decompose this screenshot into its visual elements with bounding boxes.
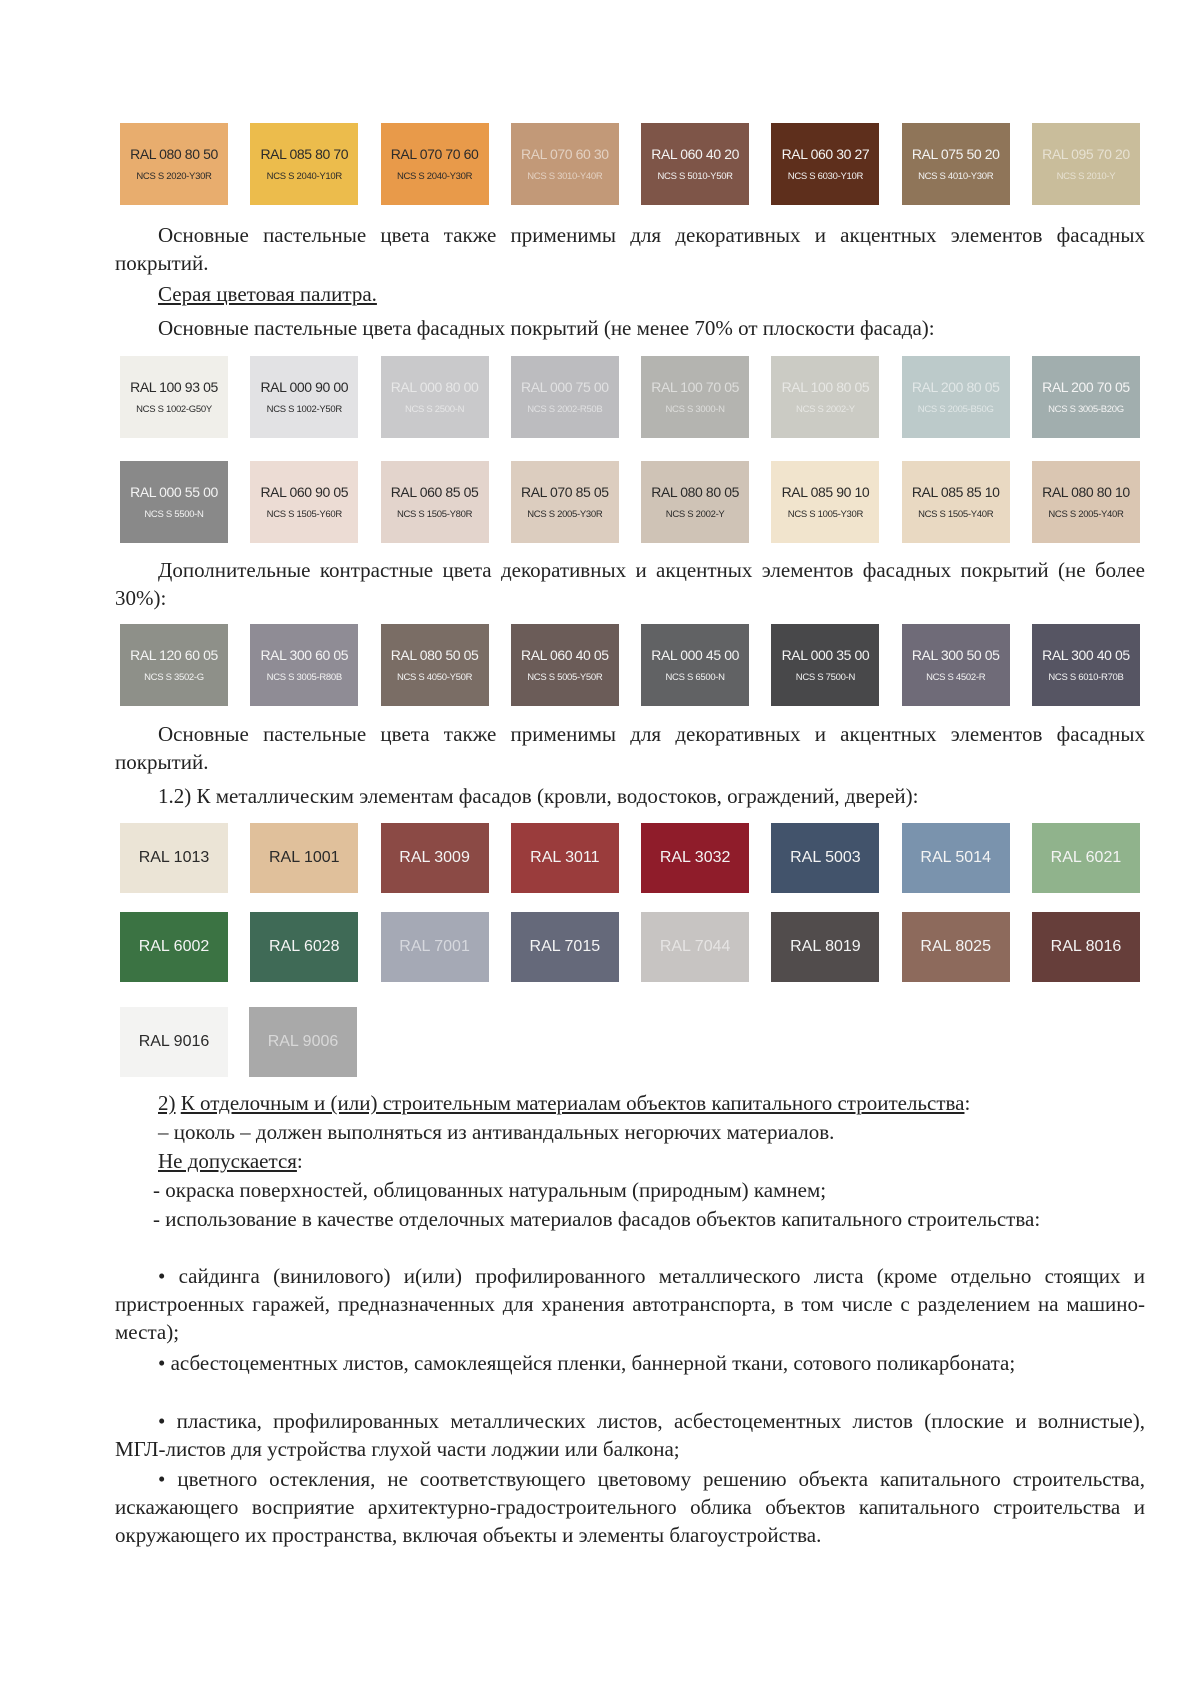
color-swatch <box>511 123 619 205</box>
prohibited-item-2: - использование в качестве отделочных материалов фасадов объектов капитального строительства: <box>153 1207 1041 1231</box>
swatch-ral-code: RAL 7044 <box>659 938 731 955</box>
color-swatch <box>250 624 358 706</box>
swatch-ncs-code: NCS S 2020-Y30R <box>136 171 212 182</box>
swatch-ncs-code: NCS S 3000-N <box>665 404 725 415</box>
swatch-ral-code: RAL 070 60 30 <box>521 146 609 162</box>
swatch-ncs-code: NCS S 2040-Y10R <box>266 171 342 182</box>
swatch-ncs-code: NCS S 3502-G <box>144 672 204 683</box>
swatch-ral-code: RAL 7015 <box>529 938 601 955</box>
swatch-ral-code: RAL 6002 <box>138 938 210 955</box>
swatch-ral-code: RAL 9016 <box>138 1033 210 1050</box>
color-swatch <box>1032 356 1140 438</box>
paragraph-main-pastel: Основные пастельные цвета фасадных покрытий (не менее 70% от плоскости фасада): <box>158 316 935 340</box>
color-swatch <box>902 356 1010 438</box>
swatch-ral-code: RAL 9006 <box>267 1033 339 1050</box>
swatch-ral-code: RAL 1001 <box>268 849 340 866</box>
color-swatch <box>641 912 749 982</box>
color-swatch <box>902 912 1010 982</box>
swatch-ncs-code: NCS S 2005-Y30R <box>527 509 603 520</box>
color-swatch <box>120 823 228 893</box>
color-swatch <box>902 461 1010 543</box>
swatch-ral-code: RAL 000 45 00 <box>651 647 739 663</box>
swatch-ral-code: RAL 000 35 00 <box>781 647 870 663</box>
swatch-ral-code: RAL 7001 <box>399 938 470 955</box>
swatch-ncs-code: NCS S 7500-N <box>795 672 856 683</box>
color-swatch <box>250 461 358 543</box>
plinth-rule: – цоколь – должен выполняться из антивандальных негорючих материалов. <box>158 1120 835 1144</box>
swatch-ncs-code: NCS S 5500-N <box>144 509 204 520</box>
color-swatch <box>381 461 489 543</box>
swatch-ral-code: RAL 300 50 05 <box>911 647 1000 663</box>
prohibited-bullet-1: • сайдинга (винилового) и(или) профилированного металлического листа (кроме отдельно стоящих и пристроенных гаражей, предназначенных для хранения автотранспорта, в том числе с разделением на машино-места); <box>115 1264 1145 1344</box>
swatch-ral-code: RAL 060 40 20 <box>651 146 739 162</box>
swatch-ral-code: RAL 6021 <box>1050 849 1122 866</box>
swatch-ral-code: RAL 3032 <box>659 849 731 866</box>
color-swatch <box>250 912 358 982</box>
swatch-ral-code: RAL 100 93 05 <box>130 379 218 395</box>
color-swatch <box>1032 912 1140 982</box>
grey-palette-heading: Серая цветовая палитра. <box>158 282 377 306</box>
swatch-ncs-code: NCS S 1505-Y60R <box>266 509 342 520</box>
color-swatch <box>641 356 749 438</box>
color-swatch <box>511 912 619 982</box>
color-swatch <box>381 356 489 438</box>
prohibited-bullet-3: • пластика, профилированных металлических листов, асбестоцементных листов (плоские и волнистые), МГЛ-листов для устройства глухой части лоджии или балкона; <box>115 1409 1145 1461</box>
swatch-ral-code: RAL 8025 <box>920 938 991 955</box>
color-swatch <box>902 123 1010 205</box>
swatch-ral-code: RAL 080 80 05 <box>651 484 739 500</box>
swatch-ral-code: RAL 080 50 05 <box>390 647 479 663</box>
color-swatch <box>120 912 228 982</box>
swatch-ncs-code: NCS S 2010-Y <box>1056 171 1116 182</box>
swatch-ral-code: RAL 5003 <box>790 849 861 866</box>
color-swatch <box>120 461 228 543</box>
color-swatch <box>771 356 879 438</box>
color-swatch <box>641 823 749 893</box>
swatch-ral-code: RAL 8016 <box>1050 938 1122 955</box>
swatch-ral-code: RAL 8019 <box>790 938 861 955</box>
swatch-ncs-code: NCS S 6500-N <box>665 672 725 683</box>
color-swatch <box>1032 123 1140 205</box>
color-swatch <box>902 823 1010 893</box>
swatch-ral-code: RAL 100 80 05 <box>781 379 870 395</box>
color-swatch <box>641 461 749 543</box>
swatch-ral-code: RAL 070 70 60 <box>390 146 479 162</box>
color-swatch <box>771 461 879 543</box>
swatch-ncs-code: NCS S 1505-Y40R <box>918 509 994 520</box>
color-swatch <box>381 123 489 205</box>
color-swatch <box>250 823 358 893</box>
swatch-ncs-code: NCS S 2500-N <box>404 404 465 415</box>
color-swatch <box>771 123 879 205</box>
swatch-ral-code: RAL 200 80 05 <box>911 379 1000 395</box>
color-swatch <box>381 624 489 706</box>
color-swatch <box>511 356 619 438</box>
prohibited-bullet-4: • цветного остекления, не соответствующего цветовому решению объекта капитального строительства, искажающего восприятие архитектурно-градостроительного облика объектов капитального строительства и окружающего их пространства, включая объекты и элементы благоустройства. <box>115 1467 1145 1547</box>
swatch-ral-code: RAL 060 90 05 <box>260 484 349 500</box>
swatch-ncs-code: NCS S 2002-Y <box>796 404 855 415</box>
color-swatch <box>511 823 619 893</box>
swatch-ncs-code: NCS S 2002-R50B <box>527 404 603 415</box>
swatch-ncs-code: NCS S 1002-Y50R <box>266 404 342 415</box>
swatch-ral-code: RAL 3009 <box>399 849 470 866</box>
swatch-ncs-code: NCS S 3010-Y40R <box>527 171 603 182</box>
swatch-ncs-code: NCS S 4050-Y50R <box>396 672 473 683</box>
color-swatch <box>120 356 228 438</box>
color-swatch <box>381 912 489 982</box>
swatch-ral-code: RAL 5014 <box>920 849 991 866</box>
swatch-ral-code: RAL 085 80 70 <box>260 146 349 162</box>
swatch-ral-code: RAL 000 90 00 <box>260 379 349 395</box>
swatch-ral-code: RAL 060 30 27 <box>781 146 870 162</box>
prohibited-bullet-2: • асбестоцементных листов, самоклеящейся пленки, баннерной ткани, сотового поликарбоната; <box>158 1351 1016 1375</box>
color-swatch <box>381 823 489 893</box>
swatch-ncs-code: NCS S 2002-Y <box>665 509 725 520</box>
swatch-ncs-code: NCS S 3005-R80B <box>266 672 342 683</box>
swatch-ncs-code: NCS S 4502-R <box>926 672 986 683</box>
swatch-ncs-code: NCS S 2005-B50G <box>917 404 994 415</box>
swatch-ral-code: RAL 000 55 00 <box>130 484 218 500</box>
swatch-ral-code: RAL 6028 <box>268 938 340 955</box>
metal-row-2 <box>120 912 1140 982</box>
swatch-ncs-code: NCS S 5005-Y50R <box>527 672 603 683</box>
color-swatch <box>511 461 619 543</box>
color-swatch <box>902 624 1010 706</box>
paragraph-contrast-colors: Дополнительные контрастные цвета декоративных и акцентных элементов фасадных покрытий (не более 30%): <box>115 558 1145 610</box>
swatch-ncs-code: NCS S 3005-B20G <box>1048 404 1124 415</box>
color-swatch <box>771 823 879 893</box>
swatch-ncs-code: NCS S 1505-Y80R <box>396 509 473 520</box>
swatch-ncs-code: NCS S 6010-R70B <box>1048 672 1124 683</box>
swatch-ral-code: RAL 060 85 05 <box>390 484 479 500</box>
paragraph-metal-elements: 1.2) К металлическим элементам фасадов (кровли, водостоков, ограждений, дверей): <box>158 784 919 808</box>
color-swatch <box>120 1007 228 1077</box>
color-swatch <box>641 624 749 706</box>
swatch-ncs-code: NCS S 5010-Y50R <box>657 171 733 182</box>
swatch-ncs-code: NCS S 2005-Y40R <box>1048 509 1124 520</box>
swatch-ncs-code: NCS S 6030-Y10R <box>787 171 864 182</box>
not-allowed-heading: Не допускается: <box>158 1149 303 1173</box>
swatch-ral-code: RAL 070 85 05 <box>521 484 609 500</box>
prohibited-item-1: - окраска поверхностей, облицованных натуральным (природным) камнем; <box>153 1178 827 1202</box>
paragraph-pastel-note-1: Основные пастельные цвета также применимы для декоративных и акцентных элементов фасадных покрытий. <box>115 223 1145 275</box>
swatch-ncs-code: NCS S 2040-Y30R <box>396 171 473 182</box>
color-swatch <box>250 123 358 205</box>
palette-row-grey-1 <box>120 356 1140 438</box>
color-swatch <box>120 123 228 205</box>
color-swatch <box>511 624 619 706</box>
paragraph-pastel-note-2: Основные пастельные цвета также применимы для декоративных и акцентных элементов фасадных покрытий. <box>115 722 1145 774</box>
swatch-ral-code: RAL 300 60 05 <box>260 647 349 663</box>
metal-row-1 <box>120 823 1140 893</box>
color-swatch <box>1032 823 1140 893</box>
color-swatch <box>771 912 879 982</box>
swatch-ral-code: RAL 075 50 20 <box>911 146 1000 162</box>
swatch-ral-code: RAL 080 80 10 <box>1042 484 1130 500</box>
swatch-ncs-code: NCS S 1005-Y30R <box>787 509 864 520</box>
swatch-ral-code: RAL 100 70 05 <box>651 379 739 395</box>
swatch-ral-code: RAL 120 60 05 <box>130 647 218 663</box>
swatch-ral-code: RAL 000 80 00 <box>390 379 479 395</box>
color-swatch <box>641 123 749 205</box>
swatch-ral-code: RAL 000 75 00 <box>521 379 609 395</box>
color-swatch <box>120 624 228 706</box>
swatch-ral-code: RAL 085 90 10 <box>781 484 870 500</box>
swatch-ral-code: RAL 1013 <box>138 849 210 866</box>
color-swatch <box>250 356 358 438</box>
palette-row-warm <box>120 123 1140 205</box>
swatch-ncs-code: NCS S 4010-Y30R <box>918 171 994 182</box>
color-swatch <box>1032 624 1140 706</box>
swatch-ncs-code: NCS S 1002-G50Y <box>136 404 212 415</box>
color-swatch <box>771 624 879 706</box>
palette-row-contrast <box>120 624 1140 706</box>
swatch-ral-code: RAL 095 70 20 <box>1042 146 1130 162</box>
swatch-ral-code: RAL 200 70 05 <box>1042 379 1130 395</box>
section-2-heading: 2) К отделочным и (или) строительным материалам объектов капитального строительства: <box>158 1091 971 1115</box>
metal-row-3 <box>120 1007 1140 1077</box>
swatch-ral-code: RAL 3011 <box>530 849 600 866</box>
color-swatch <box>1032 461 1140 543</box>
color-swatch <box>249 1007 357 1077</box>
swatch-ral-code: RAL 060 40 05 <box>521 647 609 663</box>
swatch-ral-code: RAL 085 85 10 <box>911 484 1000 500</box>
palette-row-grey-2 <box>120 461 1140 543</box>
swatch-ral-code: RAL 300 40 05 <box>1042 647 1130 663</box>
swatch-ral-code: RAL 080 80 50 <box>130 146 218 162</box>
